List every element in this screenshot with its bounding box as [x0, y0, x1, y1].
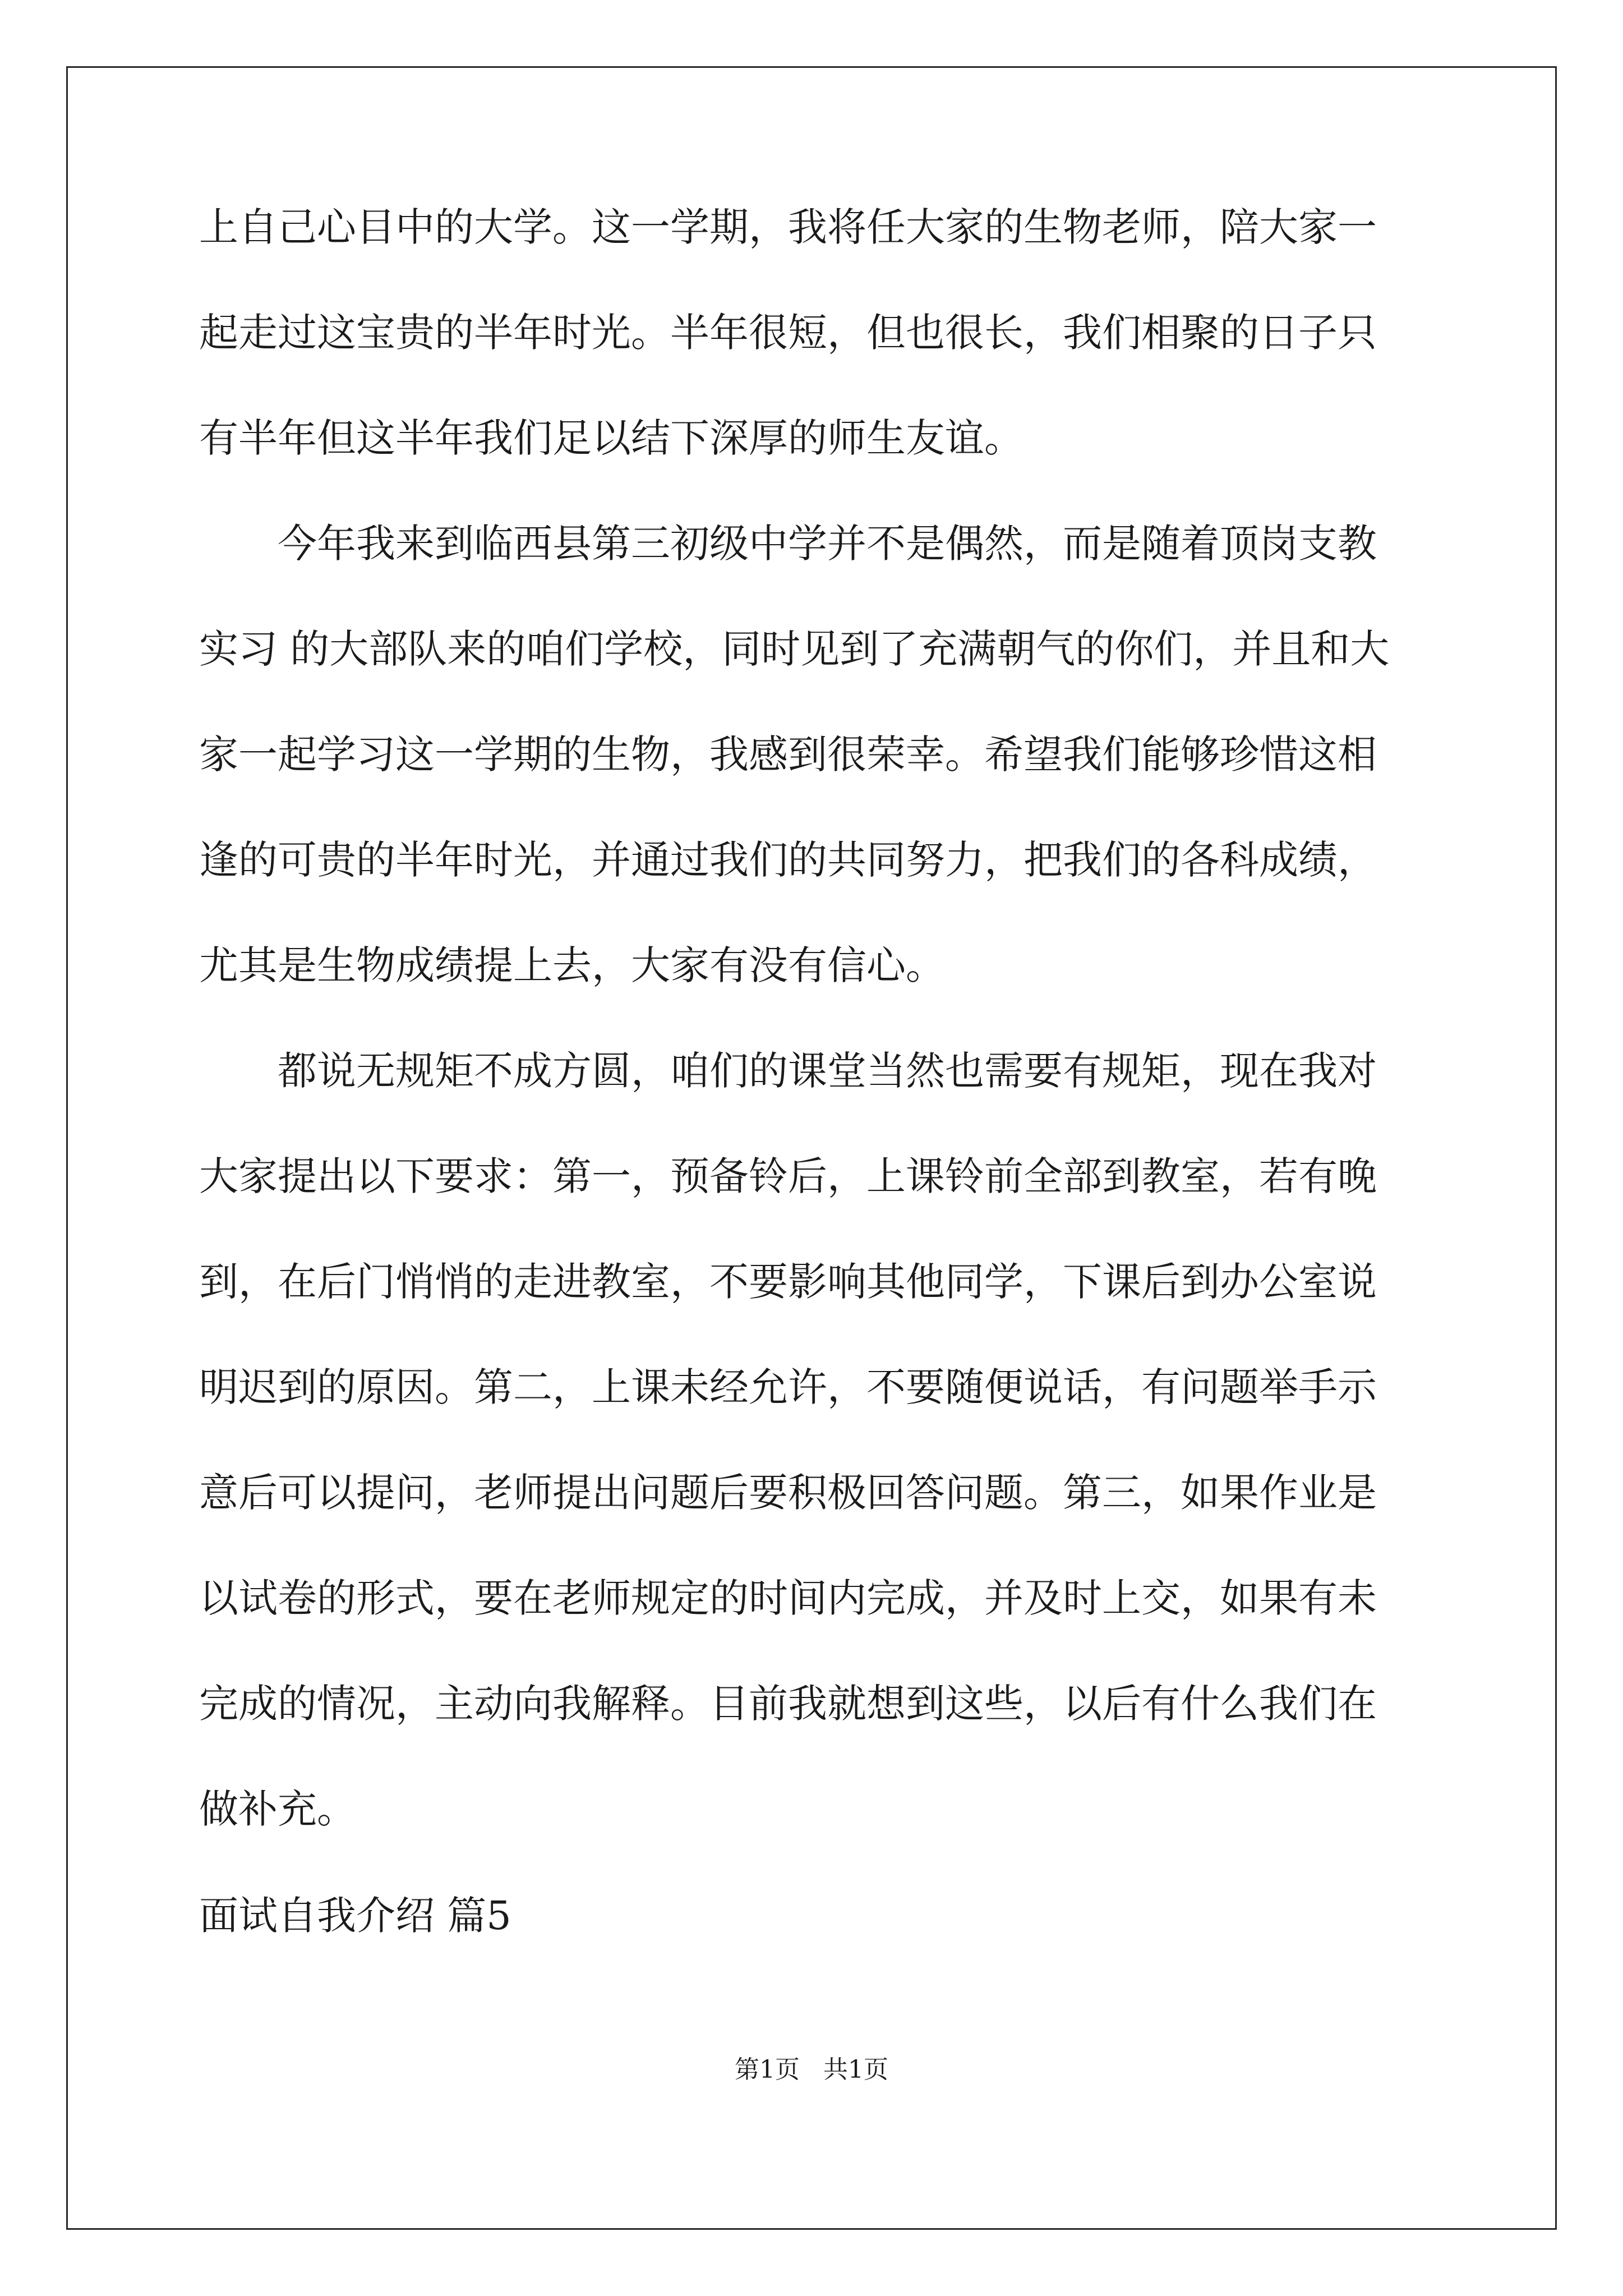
paragraph-line: 明迟到的原因。第二，上课未经允许，不要随便说话，有问题举手示 [199, 1364, 1377, 1410]
paragraph-line: 大家提出以下要求：第一，预备铃后，上课铃前全部到教室，若有晚 [199, 1153, 1377, 1199]
paragraph-line: 完成的情况，主动向我解释。目前我就想到这些，以后有什么我们在 [199, 1681, 1377, 1727]
paragraph-line: 都说无规矩不成方圆，咱们的课堂当然也需要有规矩，现在我对 [278, 1048, 1377, 1094]
page-footer: 第1页 共1页 [735, 2055, 888, 2084]
paragraph-line: 以试卷的形式，要在老师规定的时间内完成，并及时上交，如果有未 [199, 1575, 1377, 1621]
paragraph-line: 起走过这宝贵的半年时光。半年很短，但也很长，我们相聚的日子只 [199, 310, 1377, 356]
paragraph-line: 实习 的大部队来的咱们学校，同时见到了充满朝气的你们，并且和大 [199, 626, 1390, 672]
paragraph-line: 上自己心目中的大学。这一学期，我将任大家的生物老师，陪大家一 [199, 204, 1377, 250]
paragraph-line: 今年我来到临西县第三初级中学并不是偶然，而是随着顶岗支教 [278, 521, 1377, 567]
section-heading: 面试自我介绍 篇5 [199, 1893, 511, 1939]
paragraph-line: 意后可以提问，老师提出问题后要积极回答问题。第三，如果作业是 [199, 1470, 1377, 1516]
paragraph-line: 逢的可贵的半年时光，并通过我们的共同努力，把我们的各科成绩， [199, 837, 1377, 883]
paragraph-line: 做补充。 [199, 1786, 356, 1832]
paragraph-line: 家一起学习这一学期的生物，我感到很荣幸。希望我们能够珍惜这相 [199, 731, 1377, 777]
paragraph-line: 到，在后门悄悄的走进教室，不要影响其他同学，下课后到办公室说 [199, 1259, 1377, 1305]
paragraph-line: 有半年但这半年我们足以结下深厚的师生友谊。 [199, 415, 1023, 461]
paragraph-line: 尤其是生物成绩提上去，大家有没有信心。 [199, 942, 945, 988]
